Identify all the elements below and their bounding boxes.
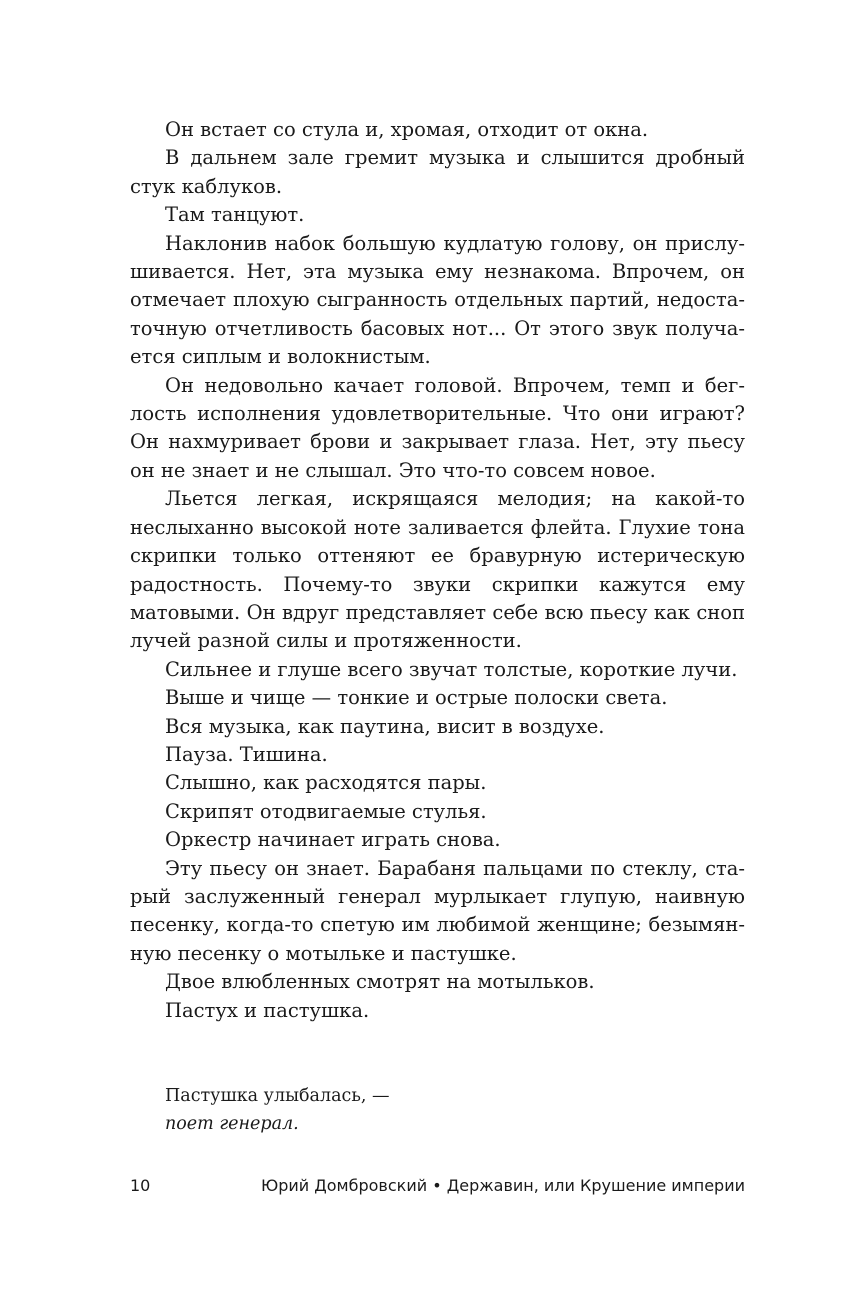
paragraph: Он встает со стула и, хромая, отходит от окна. bbox=[165, 118, 649, 141]
verse-line: Пастушка улыбалась, — bbox=[165, 1086, 390, 1106]
running-title: Юрий Домбровский • Державин, или Крушение империи bbox=[260, 1176, 745, 1195]
verse-quote bbox=[165, 1082, 390, 1138]
verse-attribution: поет генерал. bbox=[165, 1114, 299, 1134]
page-number: 10 bbox=[130, 1176, 151, 1195]
paragraph: Эту пьесу он знает. Барабаня пальцами по стеклу, старый заслуженный генерал мурлыкает глупую, наивную песенку, когда-то спетую им любимой женщине; безымянную песенку о мотыльке и пастушке. bbox=[130, 856, 745, 965]
body-text bbox=[130, 116, 745, 1025]
paragraph: Льется легкая, искрящаяся мелодия; на какой-то неслыханно высокой ноте заливается флейта. Глухие тона скрипки только оттеняют ее бравурную истерическую радостность. Почему-то звуки скрипки кажутся ему матовыми. Он вдруг представляет себе всю пьесу как сноп лучей разной силы и протяженности. bbox=[130, 487, 745, 653]
paragraph: Там танцуют. bbox=[165, 203, 305, 227]
paragraph: Пастух и пастушка. bbox=[165, 998, 370, 1022]
paragraph: Наклонив набок большую кудлатую голову, он прислушивается. Нет, эта музыка ему незнакома. Впрочем, он отмечает плохую сыгранность отдельных партий, недостаточную отчетливость басовых нот... От этого звук получается сиплым и волокнистым. bbox=[130, 231, 745, 369]
paragraph: Оркестр начинает играть снова. bbox=[165, 828, 501, 852]
paragraph: Пауза. Тишина. bbox=[165, 742, 328, 766]
paragraph: Сильнее и глуше всего звучат толстые, короткие лучи. bbox=[165, 657, 738, 681]
paragraph: Он недовольно качает головой. Впрочем, темп и беглость исполнения удовлетворительные. Что они играют? Он нахмуривает брови и закрывает глаза. Нет, эту пьесу он не знает и не слышал. Это что-то совсем новое. bbox=[130, 373, 745, 482]
paragraph: Слышно, как расходятся пары. bbox=[165, 771, 487, 795]
paragraph: В дальнем зале гремит музыка и слышится дробный стук каблуков. bbox=[130, 146, 745, 198]
paragraph: Скрипят отодвигаемые стулья. bbox=[165, 799, 487, 823]
paragraph: Двое влюбленных смотрят на мотыльков. bbox=[165, 970, 595, 994]
paragraph: Выше и чище — тонкие и острые полоски света. bbox=[165, 686, 668, 710]
paragraph: Вся музыка, как паутина, висит в воздухе. bbox=[165, 714, 605, 738]
